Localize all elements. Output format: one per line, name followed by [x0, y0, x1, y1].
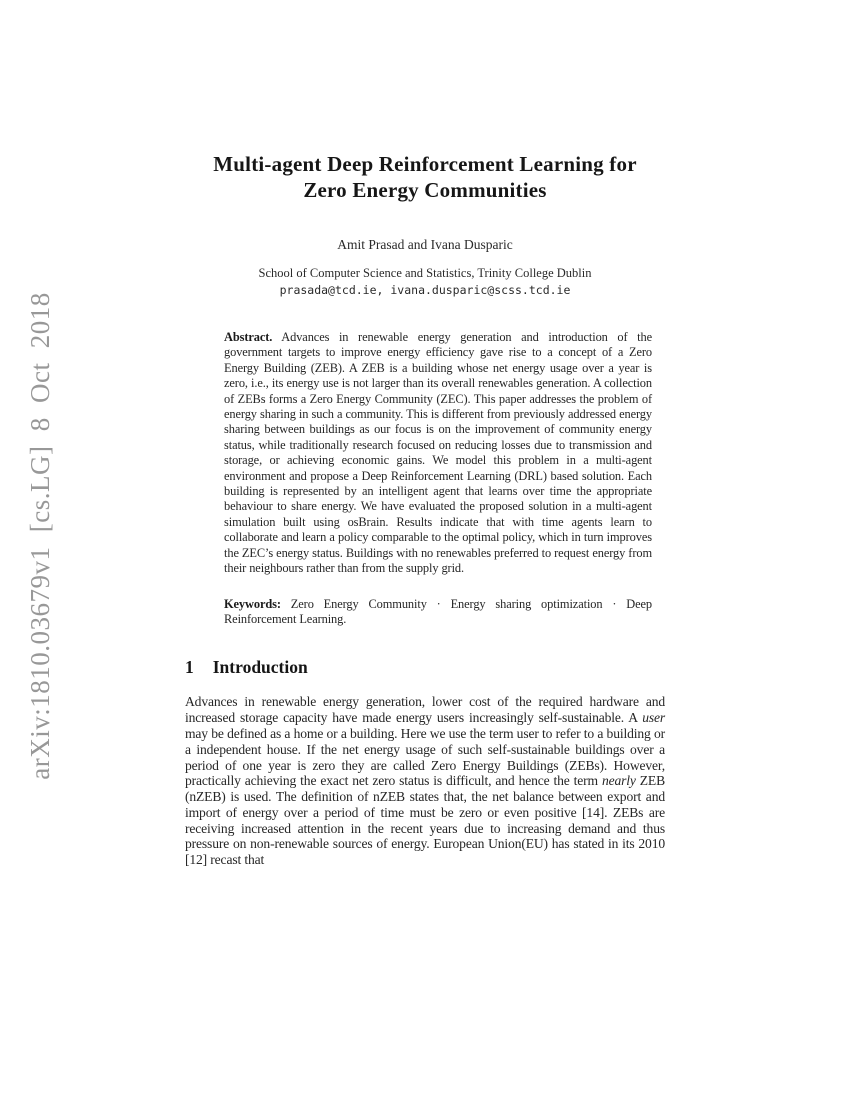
authors: Amit Prasad and Ivana Dusparic — [337, 237, 513, 252]
introduction-paragraph — [185, 694, 665, 868]
intro-text-segment-3: ZEB (nZEB) is used. The definition of nZEB states that, the net balance between export and import of energy over a period of time must be zero or even positive [14]. ZEBs are receiving increased attention in the recent years due to increasing demand and thus pressure on non-renewable sources of energy. European Union(EU) has stated in its 2010 [12] recast that — [185, 773, 665, 868]
abstract-text: Advances in renewable energy generation and introduction of the government targets to improve energy efficiency gave rise to a concept of a Zero Energy Building (ZEB). A ZEB is a building whose net energy usage over a year is zero, i.e., its energy use is not larger than its overall renewables generation. A collection of ZEBs forms a Zero Energy Community (ZEC). This paper addresses the problem of energy sharing in such a community. This is different from previously addressed energy sharing between buildings as our focus is on the improvement of community energy status, while traditionally research focused on reducing losses due to transmission and storage, or achieving economic gains. We model this problem in a multi-agent environment and propose a Deep Reinforcement Learning (DRL) based solution. Each building is represented by an intelligent agent that learns over time the appropriate behaviour to share energy. We have evaluated the proposed solution in a multi-agent simulation built using osBrain. Results indicate that with time agents learn to collaborate and learn a policy comparable to the optimal policy, which in turn improves the ZEC’s energy status. Buildings with no renewables preferred to request energy from their neighbours rather than from the supply grid. — [224, 330, 652, 576]
intro-italic-nearly: nearly — [601, 773, 636, 789]
intro-text-segment-1: Advances in renewable energy generation, lower cost of the required hardware and increased storage capacity have made energy users increasingly self-sustainable. A — [185, 694, 665, 726]
section-1-title: Introduction — [212, 657, 308, 678]
arxiv-watermark: arXiv:1810.03679v1 [cs.LG] 8 Oct 2018 — [25, 292, 55, 780]
keywords-paragraph — [224, 597, 652, 628]
section-1-number: 1 — [185, 657, 194, 678]
intro-text-segment-2: may be defined as a home or a building. Here we use the term user to refer to a building or a independent house. If the net energy usage of such self-sustainable buildings over a period of one year is zero they are called Zero Energy Buildings (ZEBs). However, practically achieving the exact net zero status is difficult, and hence the term — [185, 725, 665, 789]
intro-italic-user: user — [642, 710, 665, 726]
keywords-text: Zero Energy Community · Energy sharing optimization · Deep Reinforcement Learning. — [224, 596, 652, 626]
author-emails: prasada@tcd.ie, ivana.dusparic@scss.tcd.ie — [279, 283, 571, 297]
keywords-label: Keywords: — [224, 596, 281, 611]
affiliation: School of Computer Science and Statistics, Trinity College Dublin — [258, 266, 592, 280]
abstract-paragraph — [224, 330, 652, 577]
paper-title-line2: Zero Energy Communities — [303, 178, 547, 202]
paper-title — [185, 151, 665, 203]
abstract-label: Abstract. — [224, 330, 273, 344]
section-1-heading — [185, 657, 665, 677]
paper-title-line1: Multi-agent Deep Reinforcement Learning for — [213, 152, 637, 176]
paper-content-column — [185, 0, 665, 882]
